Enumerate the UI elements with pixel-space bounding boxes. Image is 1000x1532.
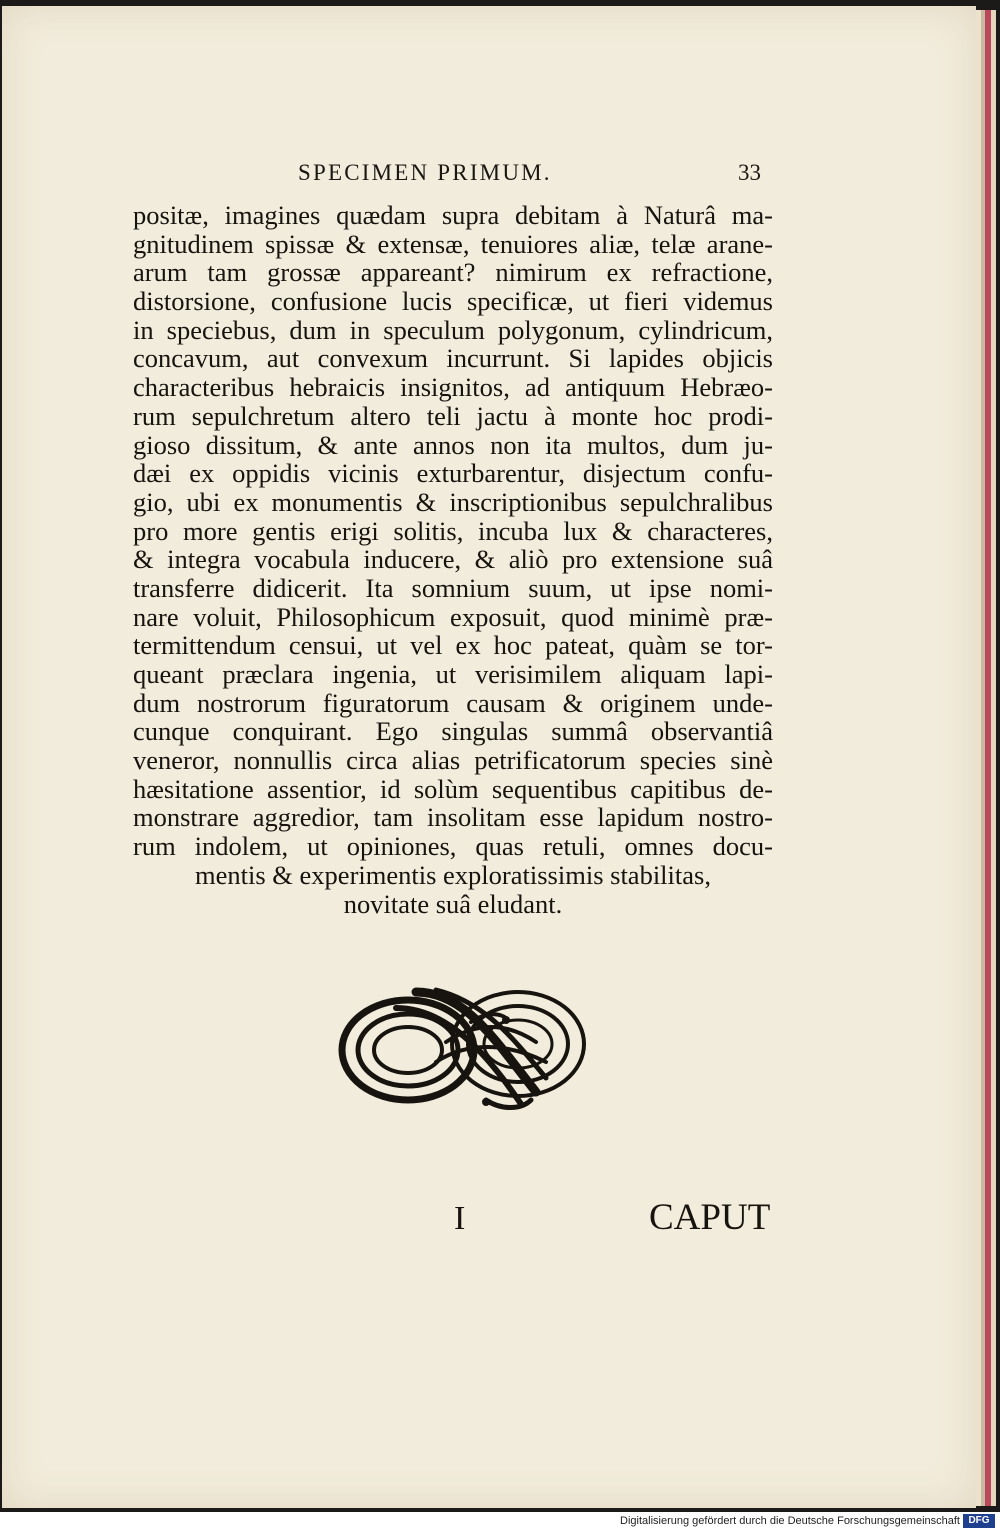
text-line: dæi ex oppidis vicinis exturbarentur, disjectum confu- <box>133 458 773 489</box>
knot-ornament-icon <box>336 982 592 1118</box>
text-line: gioso dissitum, & ante annos non ita multos, dum ju- <box>133 429 773 460</box>
catchword: CAPUT <box>649 1197 771 1238</box>
text-line: queant præclara ingenia, ut verisimilem aliquam lapi- <box>133 659 773 689</box>
text-line: nare voluit, Philosophicum exposuit, quod minimè præ- <box>133 601 773 632</box>
text-line: concavum, aut convexum incurrunt. Si lapides objicis <box>133 343 773 374</box>
text-line: termittendum censui, ut vel ex hoc pateat, quàm se tor- <box>133 630 773 661</box>
dfg-logo: DFG <box>963 1514 995 1528</box>
text-line: cunque conquirant. Ego singulas summâ observantiâ <box>133 716 773 747</box>
page-edge <box>991 10 996 1506</box>
footer-credit: Digitalisierung gefördert durch die Deutsche Forschungsgemeinschaft <box>620 1515 960 1527</box>
text-line: in speciebus, dum in speculum polygonum, cylindricum, <box>133 314 773 345</box>
text-line: hæsitatione assentior, id solùm sequentibus capitibus de- <box>133 773 773 804</box>
text-line: dum nostrorum figuratorum causam & originem unde- <box>133 687 773 718</box>
text-line: rum sepulchretum altero teli jactu à monte hoc prodi- <box>133 400 773 431</box>
text-line: veneror, nonnullis circa alias petrificatorum species sinè <box>133 745 773 776</box>
text-line: gnitudinem spissæ & extensæ, tenuiores aliæ, telæ arane- <box>133 228 773 259</box>
signature-mark: I <box>454 1200 466 1237</box>
page-number: 33 <box>738 160 761 185</box>
running-head: SPECIMEN PRIMUM. <box>298 160 552 185</box>
text-line: rum indolem, ut opiniones, quas retuli, omnes docu- <box>133 831 773 862</box>
text-line: mentis & experimentis exploratissimis stabilitas, <box>195 859 711 890</box>
text-line: arum tam grossæ appareant? nimirum ex refractione, <box>133 257 773 288</box>
body-text <box>133 201 773 918</box>
text-line: positæ, imagines quædam supra debitam à Naturâ ma- <box>133 200 773 230</box>
text-line: characteribus hebraicis insignitos, ad antiquum Hebræo- <box>133 372 773 403</box>
text-line: distorsione, confusione lucis specificæ, ut fieri videmus <box>133 286 773 317</box>
text-line: transferre didicerit. Ita somnium suum, ut ipse nomi- <box>133 572 773 603</box>
text-line: gio, ubi ex monumentis & inscriptionibus sepulchralibus <box>133 486 773 517</box>
text-line: monstrare aggredior, tam insolitam esse lapidum nostro- <box>133 802 773 833</box>
text-line: & integra vocabula inducere, & aliò pro extensione suâ <box>133 544 773 575</box>
text-line: pro more gentis erigi solitis, incuba lux & characteres, <box>133 515 773 546</box>
text-line: novitate suâ eludant. <box>343 888 563 919</box>
